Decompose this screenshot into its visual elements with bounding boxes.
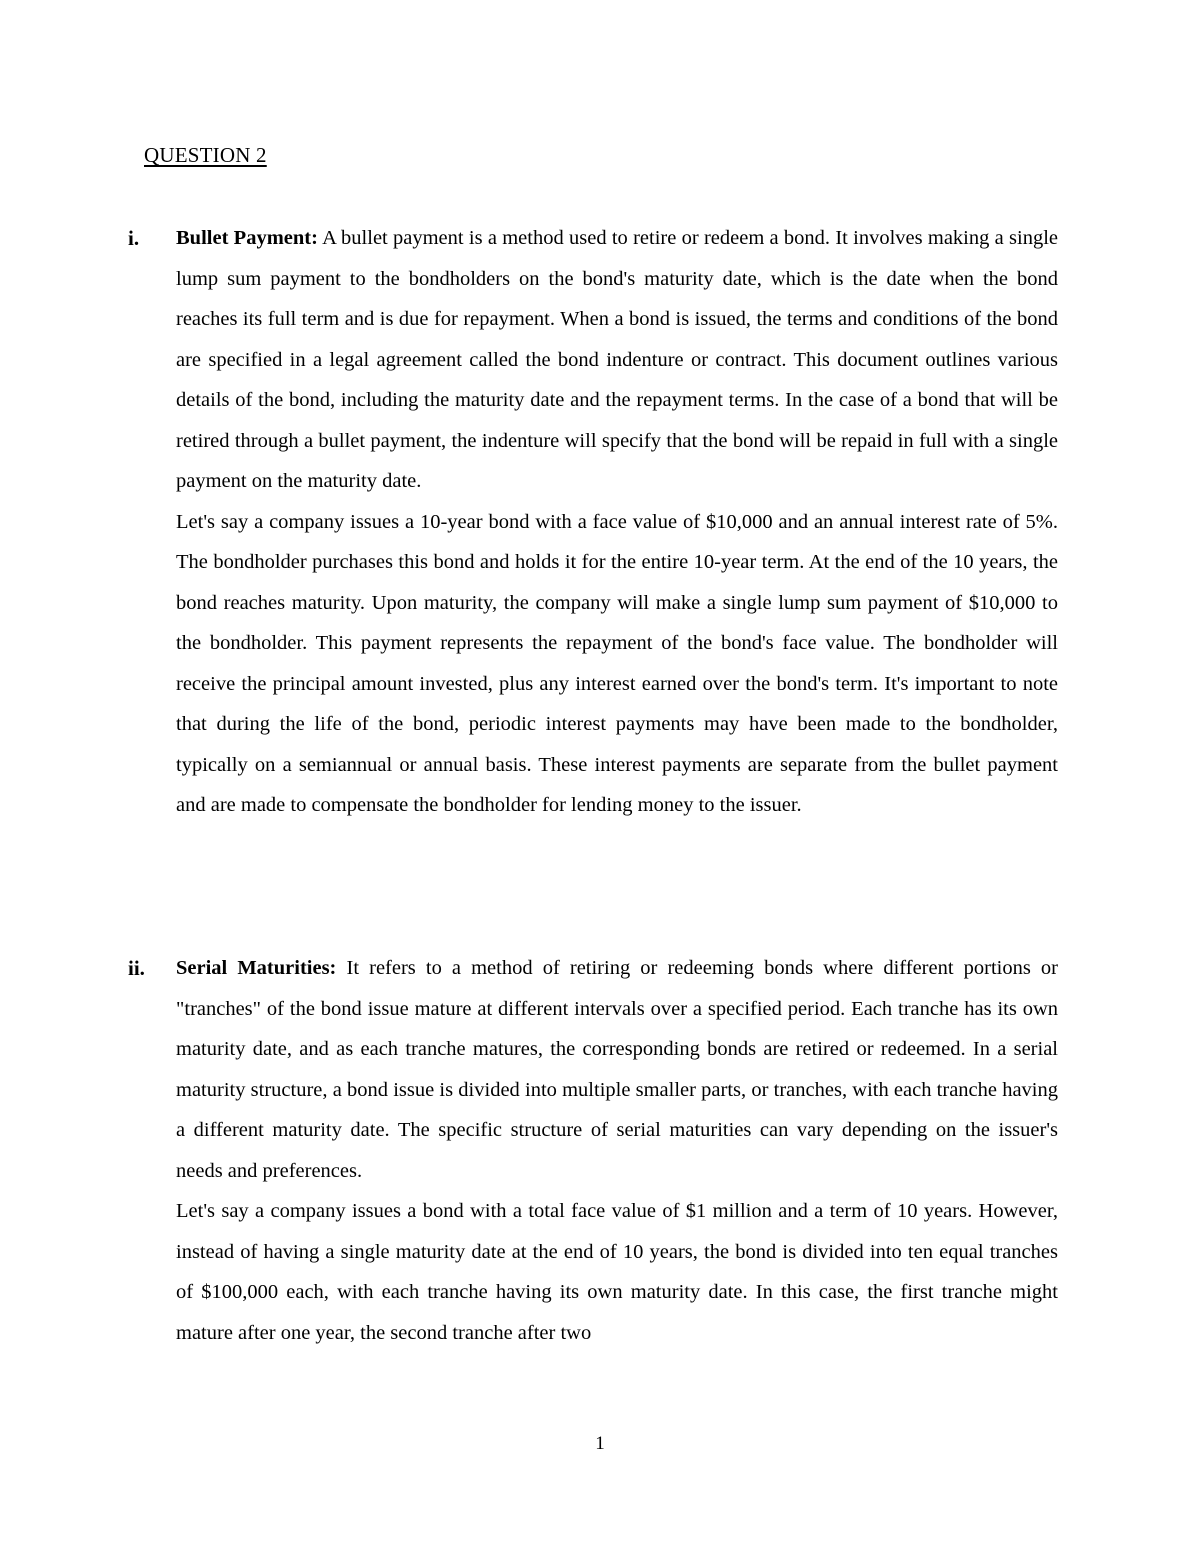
item-paragraph-text: A bullet payment is a method used to retire or redeem a bond. It involves making a single lump sum payment to the bondholders on the bond's maturity date, which is the date when the bond reaches its full term and is due for repayment. When a bond is issued, the terms and conditions of the bond are specified in a legal agreement called the bond indenture or contract. This document outlines various details of the bond, including the maturity date and the repayment terms. In the case of a bond that will be retired through a bullet payment, the indenture will specify that the bond will be repaid in full with a single payment on the maturity date. [176,227,1059,492]
list-marker: i. [128,226,140,250]
item-example-paragraph: Let's say a company issues a 10-year bond with a face value of $10,000 and an annual interest rate of 5%. The bondholder purchases this bond and holds it for the entire 10-year term. At the end of the 10 years, the bond reaches maturity. Upon maturity, the company will make a single lump sum payment of $10,000 to the bondholder. This payment represents the repayment of the bond's face value. The bondholder will receive the principal amount invested, plus any interest earned over the bond's term. It's important to note that during the life of the bond, periodic interest payments may have been made to the bondholder, typically on a semiannual or annual basis. These interest payments are separate from the bullet payment and are made to compensate the bondholder for lending money to the issuer. [176,510,1058,816]
item-body [176,218,1058,826]
item-term: Bullet Payment: [176,227,318,249]
item-example-paragraph: Let's say a company issues a bond with a total face value of $1 million and a term of 10 years. However, instead of having a single maturity date at the end of 10 years, the bond is divided into ten equal tranches of $100,000 each, with each tranche having its own maturity date. In this case, the first tranche might mature after one year, the second tranche after two [176,1200,1058,1344]
item-paragraph-text: It refers to a method of retiring or redeeming bonds where different portions or "tranches" of the bond issue mature at different intervals over a specified period. Each tranche has its own maturity date, and as each tranche matures, the corresponding bonds are retired or redeemed. In a serial maturity structure, a bond issue is divided into multiple smaller parts, or tranches, with each tranche having a different maturity date. The specific structure of serial maturities can vary depending on the issuer's needs and preferences. [176,957,1059,1182]
page-number: 1 [595,1433,605,1454]
item-term: Serial Maturities: [176,957,337,979]
item-paragraph [176,218,1058,502]
item-paragraph [176,948,1058,1191]
question-heading: QUESTION 2 [144,143,267,167]
item-body [176,948,1058,1353]
list-marker: ii. [128,956,145,980]
